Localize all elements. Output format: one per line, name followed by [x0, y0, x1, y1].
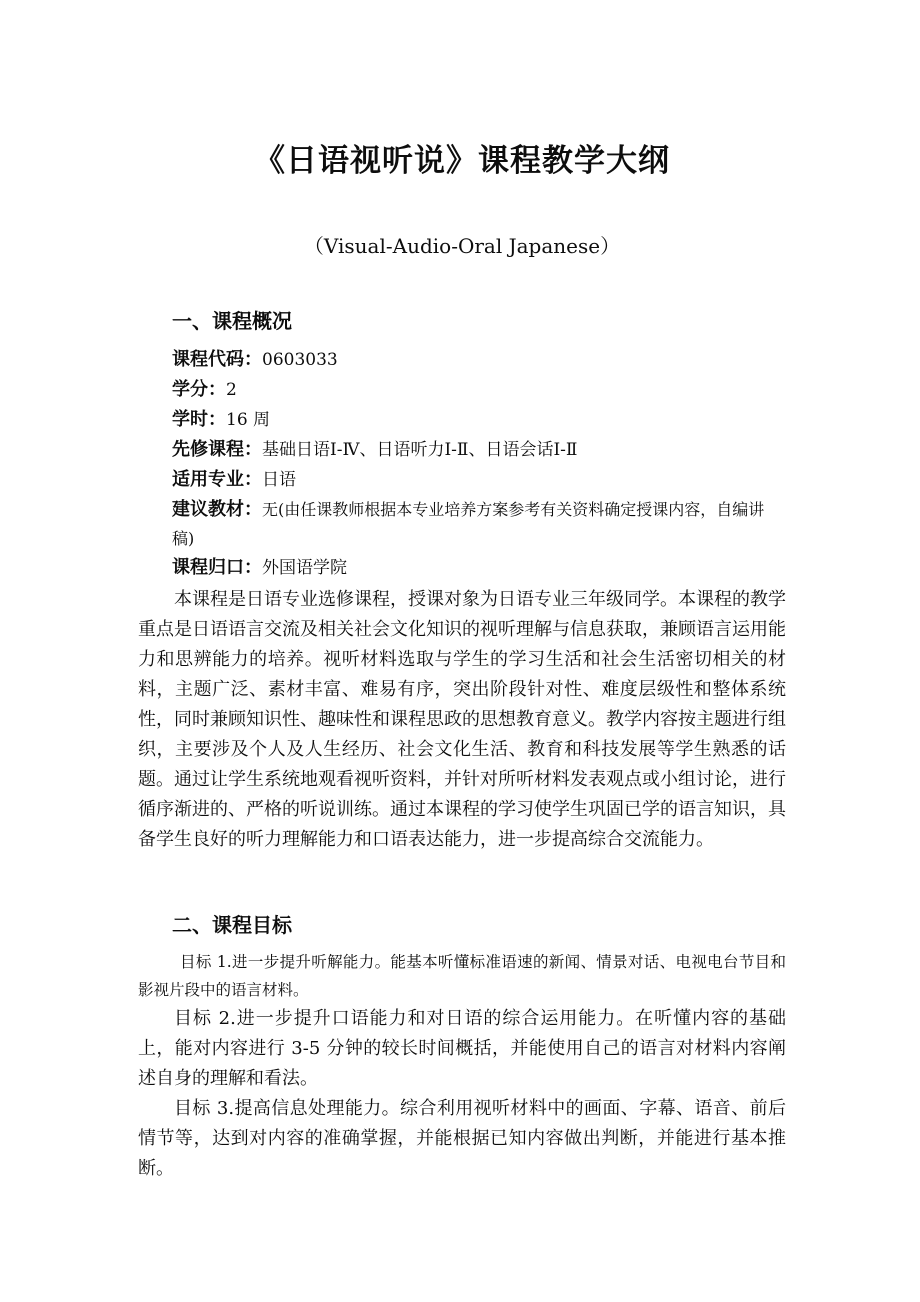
page-subtitle: （Visual-Audio-Oral Japanese） — [303, 233, 621, 258]
course-info-item-credits — [138, 375, 786, 405]
section-heading-course-overview: 一、课程概况 — [172, 308, 292, 333]
course-info-item-department — [138, 553, 786, 583]
course-info-item-major — [138, 465, 786, 495]
major-label: 适用专业： — [172, 468, 262, 490]
document-content — [138, 0, 786, 1184]
textbook-label: 建议教材： — [172, 498, 262, 520]
credits-value: 2 — [226, 379, 237, 400]
course-info-item-hours — [138, 405, 786, 435]
prerequisites-value: 基础日语Ⅰ-Ⅳ、日语听力Ⅰ-Ⅱ、日语会话Ⅰ-Ⅱ — [262, 439, 578, 460]
credits-label: 学分： — [172, 378, 226, 400]
course-info-item-prerequisites — [138, 435, 786, 465]
page-title: 《日语视听说》课程教学大纲 — [254, 143, 670, 179]
prerequisites-label: 先修课程： — [172, 438, 262, 460]
section-heading-course-objectives: 二、课程目标 — [172, 912, 292, 937]
objective-1: 目标 1.进一步提升听解能力。能基本听懂标准语速的新闻、情景对话、电视电台节目和影视片段中的语言材料。 — [138, 952, 786, 999]
hours-label: 学时： — [172, 408, 226, 430]
course-objectives-list — [138, 939, 786, 1184]
course-info-item-code — [138, 345, 786, 375]
course-code-value: 0603033 — [262, 349, 338, 370]
course-code-label: 课程代码： — [172, 348, 262, 370]
major-value: 日语 — [262, 469, 296, 490]
hours-value: 16 周 — [226, 409, 271, 430]
department-value: 外国语学院 — [262, 557, 347, 578]
department-label: 课程归口： — [172, 556, 262, 578]
course-info-item-textbook — [138, 495, 786, 553]
course-info-list — [138, 335, 786, 583]
objective-2: 目标 2.进一步提升口语能力和对日语的综合运用能力。在听懂内容的基础上，能对内容进行 3-5 分钟的较长时间概括，并能使用自己的语言对材料内容阐述自身的理解和看法。 — [138, 1007, 786, 1089]
course-overview-paragraph: 本课程是日语专业选修课程，授课对象为日语专业三年级同学。本课程的教学重点是日语语言交流及相关社会文化知识的视听理解与信息获取，兼顾语言运用能力和思辨能力的培养。视听材料选取与学生的学习生活和社会生活密切相关的材料，主题广泛、素材丰富、难易有序，突出阶段针对性、难度层级性和整体系统性，同时兼顾知识性、趣味性和课程思政的思想教育意义。教学内容按主题进行组织，主要涉及个人及人生经历、社会文化生活、教育和科技发展等学生熟悉的话题。通过让学生系统地观看视听资料，并针对所听材料发表观点或小组讨论，进行循序渐进的、严格的听说训练。通过本课程的学习使学生巩固已学的语言知识，具备学生良好的听力理解能力和口语表达能力，进一步提高综合交流能力。 — [138, 588, 786, 850]
objective-3: 目标 3.提高信息处理能力。综合利用视听材料中的画面、字幕、语音、前后情节等，达到对内容的准确掌握，并能根据已知内容做出判断，并能进行基本推断。 — [138, 1097, 786, 1179]
textbook-value: 无(由任课教师根据本专业培养方案参考有关资料确定授课内容，自编讲稿) — [172, 499, 765, 548]
